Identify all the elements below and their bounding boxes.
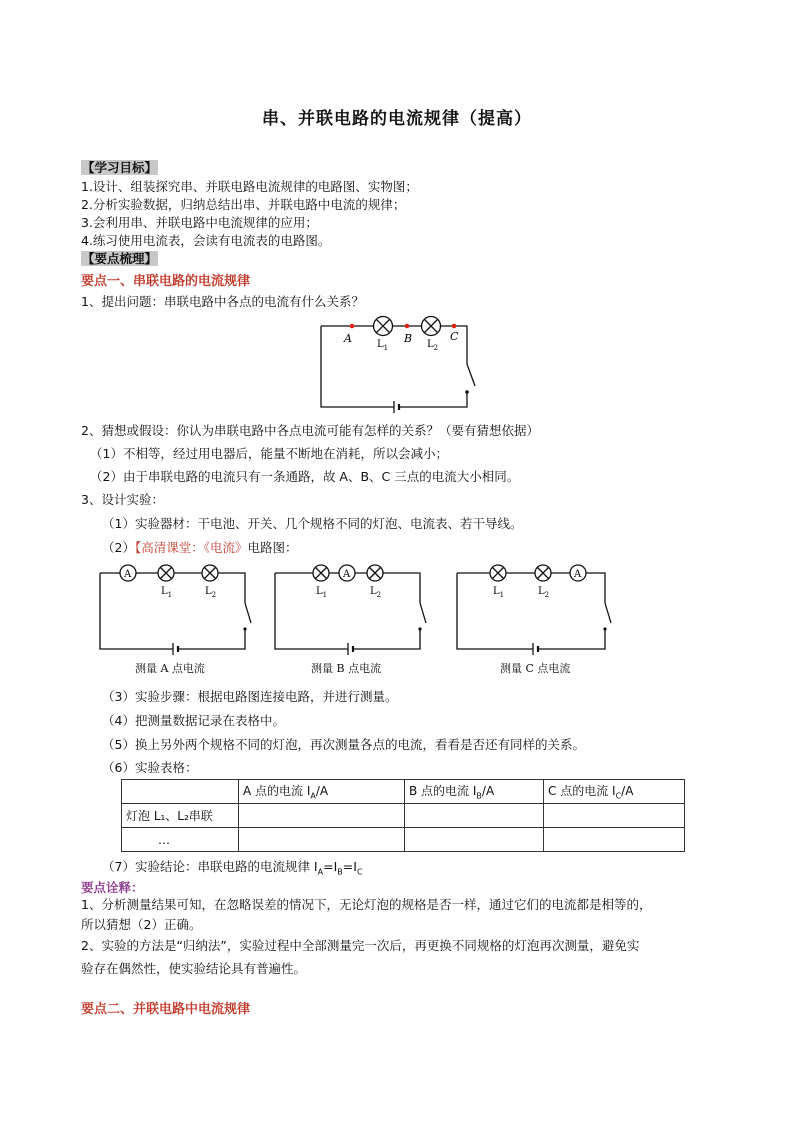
- table-cell: [239, 828, 405, 852]
- table-cell: [405, 828, 544, 852]
- step-5: （5）换上另外两个规格不同的灯泡，再次测量各点的电流，看看是否还有同样的关系。: [102, 737, 585, 752]
- section-heading-2: 要点二、并联电路中电流规律: [81, 1002, 251, 1017]
- hypothesis-2: （2）由于串联电路的电流只有一条通路，故 A、B、C 三点的电流大小相同。: [90, 469, 520, 484]
- lamp-l1-label: $L_1$: [161, 586, 173, 599]
- table-header-b: B 点的电流 $I_B/A$: [405, 780, 544, 804]
- table-row: [122, 804, 685, 828]
- step-3: （3）实验步骤：根据电路图连接电路，并进行测量。: [102, 689, 398, 704]
- row-label: …: [122, 828, 239, 852]
- table-header-row: [122, 780, 685, 804]
- point-a-label: A: [344, 332, 352, 345]
- point-b-label: B: [404, 332, 413, 345]
- table-cell: [239, 804, 405, 828]
- lamp-l1-label: $L_1$: [377, 339, 389, 352]
- caption-measure-b: 测量 B 点电流: [311, 662, 382, 675]
- goal-item: 1.设计、组装探究串、并联电路电流规律的电路图、实物图；: [81, 179, 418, 194]
- question-3: 3、设计实验：: [81, 492, 164, 507]
- lamp-l2-label: $L_2$: [538, 586, 550, 599]
- goal-item: 3.会利用串、并联电路中电流规律的应用；: [81, 215, 318, 230]
- step-2: （2）【高清课堂：《电流》电路图：: [102, 540, 298, 555]
- series-circuit-diagram: [315, 312, 480, 414]
- hypothesis-1: （1）不相等，经过用电器后，能量不断地在消耗，所以会减小；: [90, 446, 448, 461]
- points-tag: 【要点梳理】: [82, 251, 158, 266]
- question-1: 1、提出问题：串联电路中各点的电流有什么关系？: [81, 294, 364, 309]
- table-row: [122, 828, 685, 852]
- explain-heading: 要点诠释：: [81, 880, 144, 895]
- row-label: 灯泡 L₁、L₂串联: [122, 804, 239, 828]
- explain-p2a: 2、实验的方法是“归纳法”，实验过程中全部测量完一次后，再更换不同规格的灯泡再次测量，避免实: [81, 938, 640, 953]
- table-cell: [122, 780, 239, 804]
- step-7: （7）实验结论：串联电路的电流规律 $I_A=I_B=I_C$: [102, 859, 363, 877]
- circuit-measure-a: [95, 561, 255, 656]
- goal-item: 4.练习使用电流表，会读有电流表的电路图。: [81, 233, 331, 248]
- ammeter-label: A: [343, 569, 351, 580]
- caption-measure-a: 测量 A 点电流: [135, 662, 205, 675]
- lamp-l2-label: $L_2$: [370, 586, 382, 599]
- table-cell: [544, 804, 685, 828]
- step-1: （1）实验器材：干电池、开关、几个规格不同的灯泡、电流表、若干导线。: [102, 516, 523, 531]
- table-cell: [544, 828, 685, 852]
- video-link[interactable]: 【高清课堂：《电流》: [134, 540, 248, 555]
- table-header-a: A 点的电流 $I_A/A$: [239, 780, 405, 804]
- explain-p1b: 所以猜想（2）正确。: [81, 917, 202, 932]
- explain-p1a: 1、分析测量结果可知，在忽略误差的情况下，无论灯泡的规格是否一样，通过它们的电流都是相等的，: [81, 897, 652, 912]
- goals-tag: 【学习目标】: [82, 160, 158, 175]
- circuit-measure-b: [270, 561, 430, 656]
- experiment-table: [121, 779, 685, 852]
- page-title: 串、并联电路的电流规律（提高）: [262, 109, 532, 129]
- goal-item: 2.分析实验数据，归纳总结出串、并联电路中电流的规律；: [81, 197, 406, 212]
- caption-measure-c: 测量 C 点电流: [500, 662, 571, 675]
- lamp-l1-label: $L_1$: [316, 586, 328, 599]
- explain-p2b: 验存在偶然性，使实验结论具有普遍性。: [81, 961, 307, 976]
- ammeter-label: A: [124, 569, 132, 580]
- step-4: （4）把测量数据记录在表格中。: [102, 713, 285, 728]
- circuit-measure-c: [452, 561, 617, 656]
- step-6: （6）实验表格：: [102, 760, 198, 775]
- lamp-l1-label: $L_1$: [493, 586, 505, 599]
- section-heading-1: 要点一、串联电路的电流规律: [81, 274, 251, 289]
- ammeter-label: A: [574, 569, 582, 580]
- lamp-l2-label: $L_2$: [205, 586, 217, 599]
- point-c-label: C: [450, 330, 459, 343]
- table-header-c: C 点的电流 $I_C/A$: [544, 780, 685, 804]
- question-2: 2、猜想或假设：你认为串联电路中各点电流可能有怎样的关系？（要有猜想依据）: [81, 423, 539, 438]
- lamp-l2-label: $L_2$: [427, 339, 439, 352]
- table-cell: [405, 804, 544, 828]
